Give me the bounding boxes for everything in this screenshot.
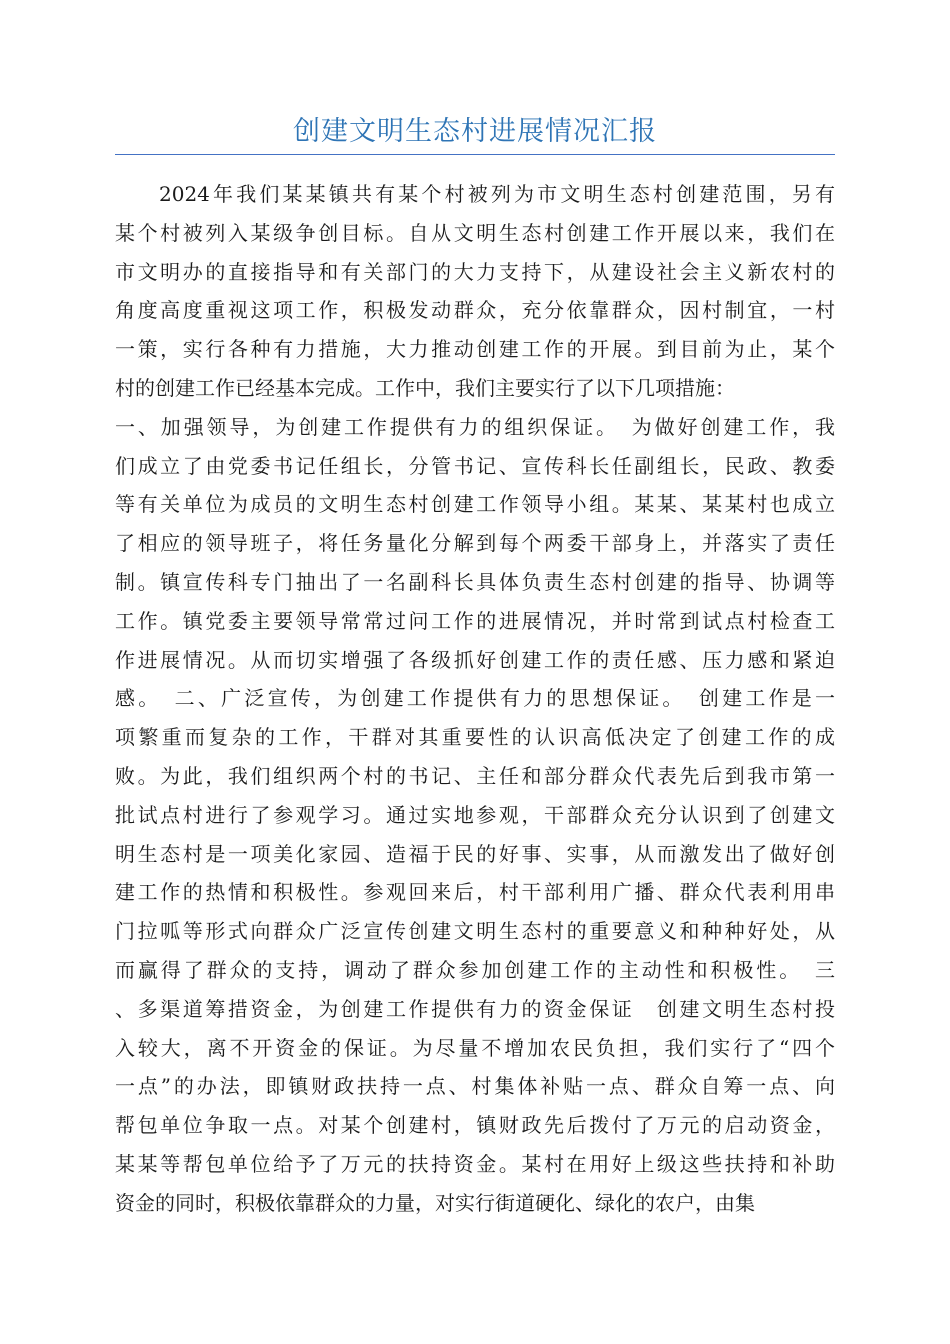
body-line: 门拉呱等形式向群众广泛宣传创建文明生态村的重要意义和种种好处，从 xyxy=(115,919,835,944)
title-underline xyxy=(115,154,835,155)
body-line: 某某等帮包单位给予了万元的扶持资金。某村在用好上级这些扶持和补助 xyxy=(115,1151,835,1176)
body-line: 批试点村进行了参观学习。通过实地参观，干部群众充分认识到了创建文 xyxy=(115,802,835,827)
body-line: 制。镇宣传科专门抽出了一名副科长具体负责生态村创建的指导、协调等 xyxy=(115,569,835,594)
body-line: 明生态村是一项美化家园、造福于民的好事、实事，从而激发出了做好创 xyxy=(115,841,835,866)
body-line: 败。为此，我们组织两个村的书记、主任和部分群众代表先后到我市第一 xyxy=(115,763,835,788)
body-line: 村的创建工作已经基本完成。工作中，我们主要实行了以下几项措施： xyxy=(115,375,735,400)
body-line: 感。 二、广泛宣传，为创建工作提供有力的思想保证。 创建工作是一 xyxy=(115,686,835,711)
body-line: 资金的同时，积极依靠群众的力量，对实行街道硬化、绿化的农户，由集 xyxy=(115,1190,755,1215)
body-line: 一点”的办法，即镇财政扶持一点、村集体补贴一点、群众自筹一点、向 xyxy=(115,1074,835,1099)
body-line: 建工作的热情和积极性。参观回来后，村干部利用广播、群众代表利用串 xyxy=(115,880,835,905)
body-line: 等有关单位为成员的文明生态村创建工作领导小组。某某、某某村也成立 xyxy=(115,492,835,517)
body-line: 帮包单位争取一点。对某个创建村，镇财政先后拨付了万元的启动资金， xyxy=(115,1113,835,1138)
body-line: 2024年我们某某镇共有某个村被列为市文明生态村创建范围，另有 xyxy=(159,182,835,206)
body-line: 一、加强领导，为创建工作提供有力的组织保证。 为做好创建工作，我 xyxy=(115,414,835,439)
body-line: 市文明办的直接指导和有关部门的大力支持下，从建设社会主义新农村的 xyxy=(115,259,835,284)
body-line: 们成立了由党委书记任组长，分管书记、宣传科长任副组长，民政、教委 xyxy=(115,453,835,478)
body-line: 工作。镇党委主要领导常常过问工作的进展情况，并时常到试点村检查工 xyxy=(115,608,835,633)
body-line: 作进展情况。从而切实增强了各级抓好创建工作的责任感、压力感和紧迫 xyxy=(115,647,835,672)
body-line: 入较大，离不开资金的保证。为尽量不增加农民负担，我们实行了“四个 xyxy=(115,1035,835,1060)
document-body xyxy=(115,175,835,1223)
body-line: 某个村被列入某级争创目标。自从文明生态村创建工作开展以来，我们在 xyxy=(115,220,835,245)
body-line: 而赢得了群众的支持，调动了群众参加创建工作的主动性和积极性。 三 xyxy=(115,957,835,982)
body-line: 一策，实行各种有力措施，大力推动创建工作的开展。到目前为止，某个 xyxy=(115,337,835,362)
body-line: 、多渠道筹措资金，为创建工作提供有力的资金保证 创建文明生态村投 xyxy=(115,996,835,1021)
body-line: 角度高度重视这项工作，积极发动群众，充分依靠群众，因村制宜，一村 xyxy=(115,298,835,323)
body-line: 项繁重而复杂的工作，干群对其重要性的认识高低决定了创建工作的成 xyxy=(115,725,835,750)
document-title: 创建文明生态村进展情况汇报 xyxy=(293,116,657,147)
body-line: 了相应的领导班子，将任务量化分解到每个两委干部身上，并落实了责任 xyxy=(115,531,835,556)
